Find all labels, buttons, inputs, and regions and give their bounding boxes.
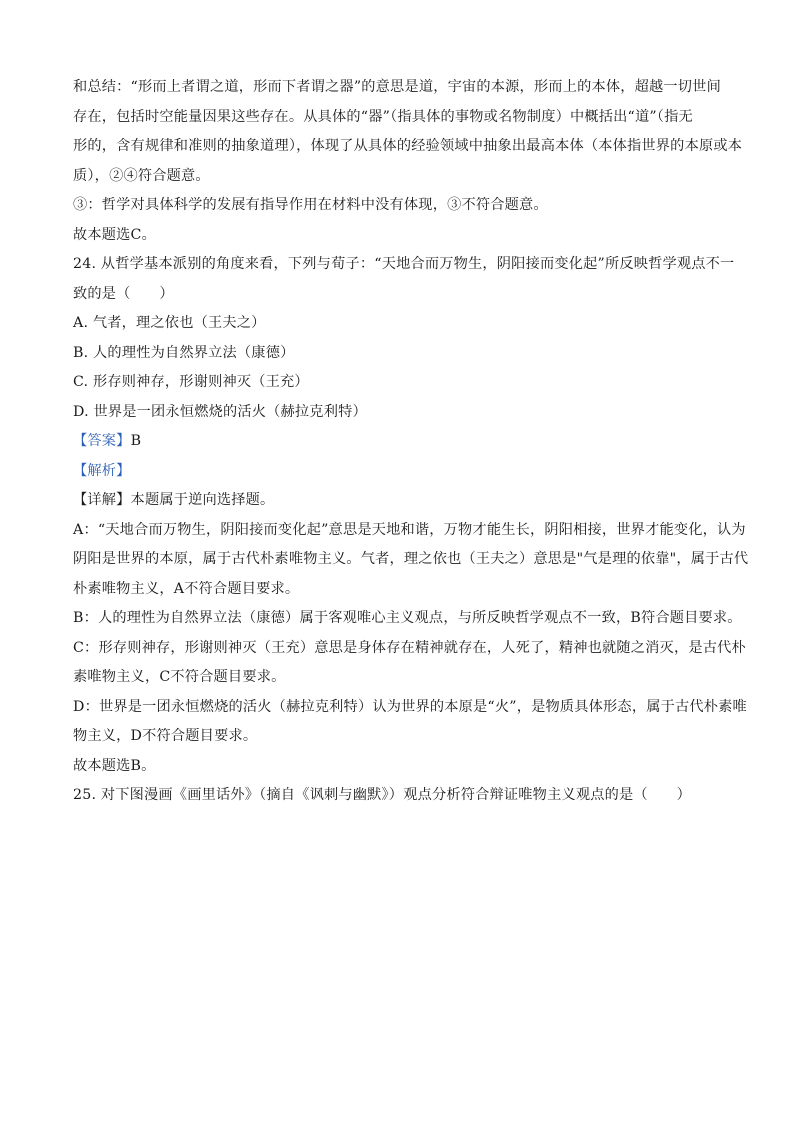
option-b: B. 人的理性为自然界立法（康德） <box>73 344 295 361</box>
option-c: C. 形存则神存，形谢则神灭（王充） <box>73 374 309 390</box>
text-line: 故本题选C。 <box>73 226 156 243</box>
text-line: D：世界是一团永恒燃烧的活火（赫拉克利特）认为世界的本原是“火”，是物质具体形态，属于古代朴素唯 <box>73 698 747 715</box>
option-d: D. 世界是一团永恒燃烧的活火（赫拉克利特） <box>73 403 367 420</box>
text-line: B：人的理性为自然界立法（康德）属于客观唯心主义观点，与所反映哲学观点不一致，B符合题目要求。 <box>73 610 742 626</box>
answer-tag: 【答案】 <box>73 433 131 449</box>
option-a: A. 气者，理之依也（王夫之） <box>73 315 266 331</box>
question-stem-line: 24. 从哲学基本派别的角度来看，下列与荀子：“天地合而万物生，阴阳接而变化起”所反映哲学观点不一 <box>73 256 735 272</box>
text-line: 形的，含有规律和准则的抽象道理），体现了从具体的经验领域中抽象出最高本体（本体指世界的本原或本 <box>73 138 743 154</box>
text-line: 阴阳是世界的本原，属于古代朴素唯物主义。气者，理之依也（王夫之）意思是"气是理的依靠"，属于古代 <box>73 551 749 567</box>
question-25 <box>73 781 733 811</box>
answer-value: B <box>130 433 142 449</box>
answer-line <box>73 427 733 457</box>
text-line: 和总结：“形而上者谓之道，形而下者谓之器”的意思是道，宇宙的本源，形而上的本体，超越一切世间 <box>73 79 721 95</box>
text-line: C：形存则神存，形谢则神灭（王充）意思是身体存在精神就存在，人死了，精神也就随之消灭，是古代朴 <box>73 639 746 656</box>
analysis-line <box>73 457 733 487</box>
analysis-tag: 【解析】 <box>73 462 131 479</box>
question-stem-line: 25. 对下图漫画《画里话外》（摘自《讽刺与幽默》）观点分析符合辩证唯物主义观点的是（ ） <box>73 787 691 803</box>
question-stem-line: 致的是（ ） <box>73 285 174 302</box>
text-line: 物主义，D不符合题目要求。 <box>73 728 258 744</box>
text-line: 故本题选B。 <box>73 757 156 774</box>
document-page <box>73 73 749 811</box>
previous-analysis <box>73 73 743 250</box>
text-line: 【详解】本题属于逆向选择题。 <box>73 492 275 508</box>
text-line: A：“天地合而万物生，阴阳接而变化起”意思是天地和谐，万物才能生长，阴阳相接，世界才能变化，认为 <box>73 521 746 538</box>
text-line: 朴素唯物主义，A不符合题目要求。 <box>73 580 300 597</box>
text-line: 质），②④符合题意。 <box>73 167 210 184</box>
detailed-explanation <box>73 486 749 781</box>
question-24 <box>73 250 749 781</box>
text-line: 存在，包括时空能量因果这些存在。从具体的“器”（指具体的事物或名物制度）中概括出“道”（指无 <box>73 108 693 125</box>
text-line: 素唯物主义，C不符合题目要求。 <box>73 669 286 685</box>
text-line: ③：哲学对具体科学的发展有指导作用在材料中没有体现，③不符合题意。 <box>73 197 548 213</box>
